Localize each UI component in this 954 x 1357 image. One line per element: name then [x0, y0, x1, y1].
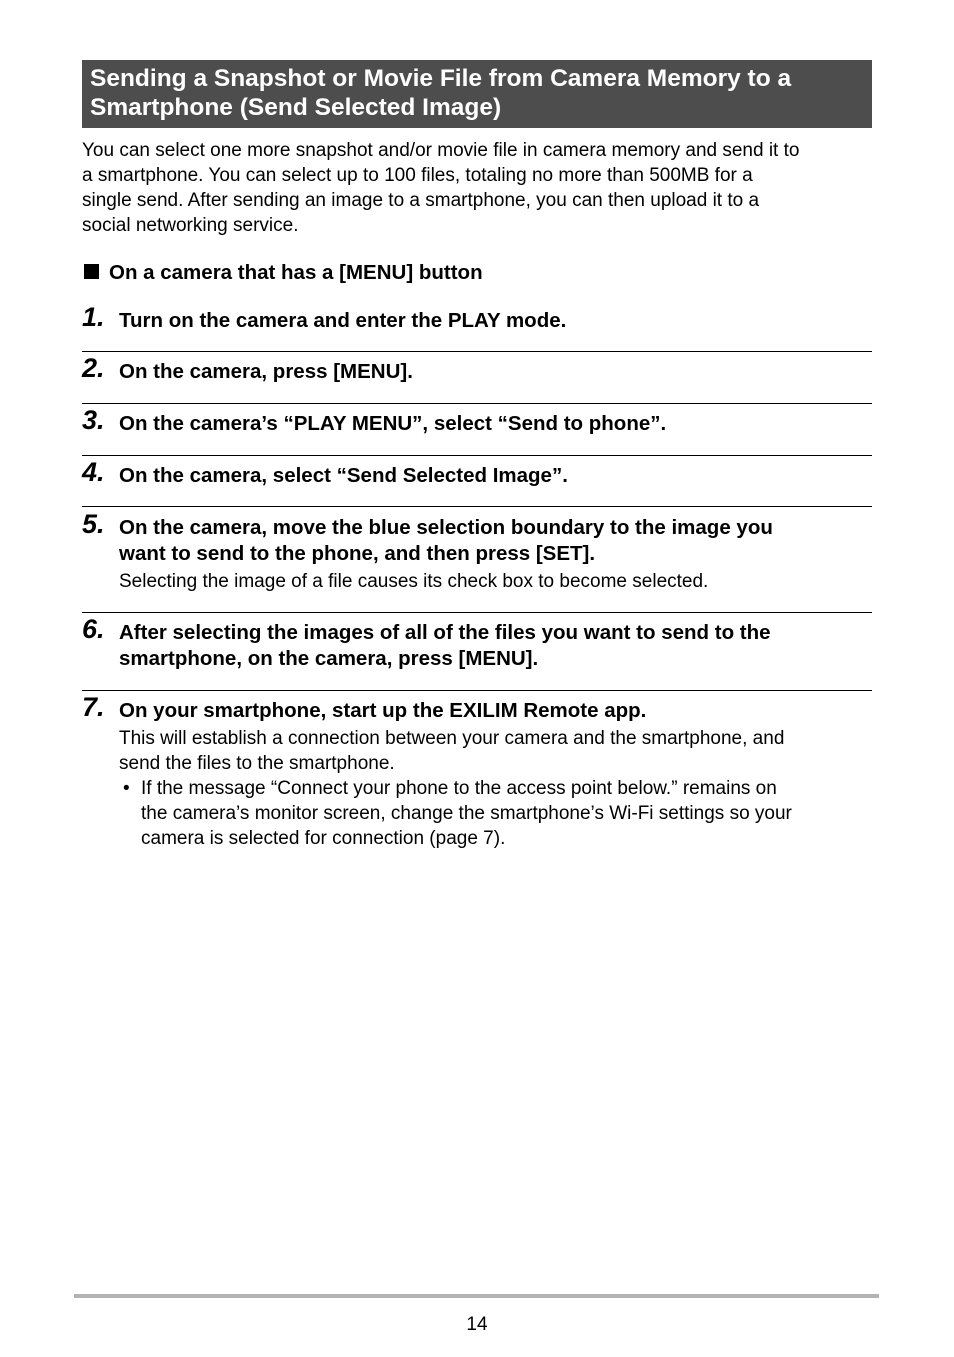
step-title: [119, 515, 872, 567]
step-title-line: want to send to the phone, and then press [SET].: [119, 542, 596, 565]
step-title-line: On the camera, select “Send Selected Image”.: [119, 464, 568, 487]
step-number: 6.: [82, 614, 105, 644]
step-number: 3.: [82, 405, 105, 435]
divider: [82, 690, 872, 691]
step-1: [82, 302, 872, 334]
step-body: [119, 569, 872, 594]
step-title: [119, 308, 872, 334]
intro-line: a smartphone. You can select up to 100 files, totaling no more than 500MB for a: [82, 165, 753, 186]
step-6: [82, 614, 872, 672]
step-number: 4.: [82, 457, 105, 487]
step-title: [119, 620, 872, 672]
bullet-line: the camera’s monitor screen, change the smartphone’s Wi-Fi settings so your: [141, 803, 792, 824]
step-title: [119, 359, 872, 385]
step-title-line: smartphone, on the camera, press [MENU].: [119, 647, 539, 670]
step-number: 1.: [82, 302, 105, 332]
step-7: [82, 692, 872, 851]
step-body-line: This will establish a connection between your camera and the smartphone, and: [119, 728, 785, 749]
divider: [82, 612, 872, 613]
subheading-text: On a camera that has a [MENU] button: [109, 261, 483, 284]
step-3: [82, 405, 872, 437]
bullet-line: If the message “Connect your phone to the access point below.” remains on: [141, 778, 777, 799]
step-title-line: On the camera, move the blue selection boundary to the image you: [119, 516, 773, 539]
step-number: 7.: [82, 692, 105, 722]
section-title: [82, 60, 872, 128]
black-square-icon: [84, 264, 99, 279]
step-body-line: Selecting the image of a file causes its check box to become selected.: [119, 571, 709, 592]
intro-line: You can select one more snapshot and/or movie file in camera memory and send it to: [82, 140, 800, 161]
subheading: [84, 260, 483, 286]
divider: [82, 351, 872, 352]
step-number: 5.: [82, 509, 105, 539]
step-title: [119, 698, 872, 724]
step-5: [82, 509, 872, 594]
divider: [82, 506, 872, 507]
page-number: 14: [466, 1314, 488, 1335]
divider: [82, 455, 872, 456]
intro-paragraph: [82, 138, 882, 238]
note-bullet: [119, 776, 872, 851]
step-title-line: Turn on the camera and enter the PLAY mode.: [119, 309, 567, 332]
step-number: 2.: [82, 353, 105, 383]
step-title-line: On the camera’s “PLAY MENU”, select “Send to phone”.: [119, 412, 667, 435]
step-title: [119, 411, 872, 437]
step-body-line: send the files to the smartphone.: [119, 753, 395, 774]
bullet-text: [141, 776, 872, 851]
bullet-line: camera is selected for connection (page 7).: [141, 828, 506, 849]
step-body: [119, 726, 872, 776]
step-title-line: After selecting the images of all of the files you want to send to the: [119, 621, 771, 644]
footer-divider: [74, 1294, 879, 1298]
intro-line: social networking service.: [82, 215, 299, 236]
step-title-line: On the camera, press [MENU].: [119, 360, 413, 383]
section-title-line-1: Sending a Snapshot or Movie File from Camera Memory to a: [90, 65, 792, 92]
divider: [82, 403, 872, 404]
step-title-line: On your smartphone, start up the EXILIM Remote app.: [119, 699, 647, 722]
step-2: [82, 353, 872, 385]
step-title: [119, 463, 872, 489]
bullet-icon: •: [123, 778, 130, 799]
step-4: [82, 457, 872, 489]
section-title-line-2: Smartphone (Send Selected Image): [90, 94, 502, 121]
intro-line: single send. After sending an image to a smartphone, you can then upload it to a: [82, 190, 760, 211]
